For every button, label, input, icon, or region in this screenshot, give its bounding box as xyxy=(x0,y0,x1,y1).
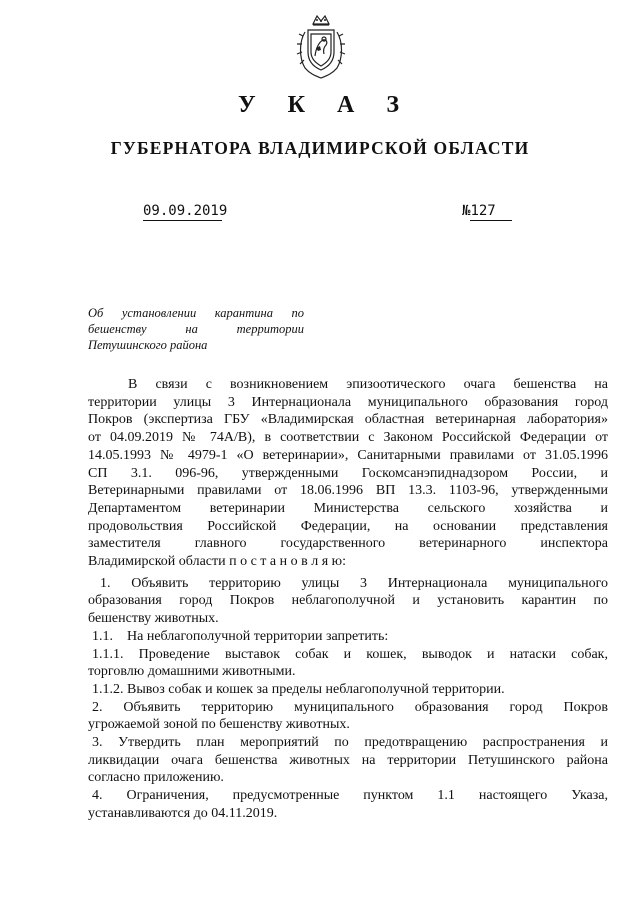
preamble-line: Ветеринарными правилами от 18.06.1996 ВП 13.3. 1103-96, утвержденными xyxy=(88,483,608,499)
number-value: 127 xyxy=(470,202,512,221)
item-line: устанавливаются до 04.11.2019. xyxy=(88,805,278,821)
item-line: бешенству животных. xyxy=(88,611,219,627)
item-line: 3. Утвердить план мероприятий по предотвращению распространения и xyxy=(92,735,608,751)
item-line: образования город Покров неблагополучной и установить карантин по xyxy=(88,593,608,609)
item-1-1-1 xyxy=(88,646,608,681)
preamble-line: Владимирской области п о с т а н о в л я ю: xyxy=(88,554,347,570)
preamble-line: от 04.09.2019 № 74А/В), в соответствии с Законом Российской Федерации от xyxy=(88,430,608,446)
item-line: 1. Объявить территорию улицы 3 Интернационала муниципального xyxy=(100,575,608,591)
preamble-line: Департаментом ветеринарии Министерства сельского хозяйства и xyxy=(88,500,608,516)
document-date: 09.09.2019 xyxy=(143,203,228,219)
document-title: У К А З xyxy=(237,92,412,118)
document-subject xyxy=(88,305,304,353)
number-prefix: № xyxy=(462,203,471,219)
item-line: торговлю домашними животными. xyxy=(88,664,296,680)
item-line: 1.1.2. Вывоз собак и кошек за пределы неблагополучной территории. xyxy=(92,681,505,697)
item-line: 4. Ограничения, предусмотренные пунктом 1.1 настоящего Указа, xyxy=(92,788,608,804)
subject-line: Об установлении карантина по xyxy=(88,306,304,320)
subject-line: бешенству на территории xyxy=(88,322,304,336)
item-2 xyxy=(88,699,608,734)
item-1-1 xyxy=(88,628,608,646)
item-line: согласно приложению. xyxy=(88,770,224,786)
item-line: ликвидации очага бешенства животных на территории Петушинского района xyxy=(88,752,608,768)
document-body xyxy=(88,376,608,823)
subject-line: Петушинского района xyxy=(88,338,208,352)
item-line: 2. Объявить территорию муниципального образования город Покров xyxy=(92,699,608,715)
document-subtitle: ГУБЕРНАТОРА ВЛАДИМИРСКОЙ ОБЛАСТИ xyxy=(110,138,530,158)
item-1 xyxy=(88,575,608,628)
item-3 xyxy=(88,734,608,787)
preamble-line: территории улицы 3 Интернационала муниципального образования город xyxy=(88,394,608,410)
item-line: 1.1. На неблагополучной территории запретить: xyxy=(92,628,389,644)
preamble-line: СП 3.1. 096-96, утвержденными Госкомсанэпиднадзором России, и xyxy=(88,465,608,481)
preamble-line: Покров (экспертиза ГБУ «Владимирская областная ветеринарная лаборатория» xyxy=(88,412,608,428)
preamble-line: 14.05.1993 № 4979-1 «О ветеринарии», Санитарными правилами от 31.05.1996 xyxy=(88,447,608,463)
preamble-line: В связи с возникновением эпизоотического очага бешенства на xyxy=(128,377,608,392)
preamble-line: заместителя главного государственного ветеринарного инспектора xyxy=(88,536,608,552)
item-4 xyxy=(88,787,608,822)
document-number xyxy=(462,202,512,221)
preamble-line: продовольствия Российской Федерации, на основании представления xyxy=(88,518,608,534)
preamble-paragraph xyxy=(88,376,608,571)
item-line: угрожаемой зоной по бешенству животных. xyxy=(88,717,350,733)
item-1-1-2 xyxy=(88,681,608,699)
item-line: 1.1.1. Проведение выставок собак и кошек, выводок и натаски собак, xyxy=(92,646,608,662)
coat-of-arms-emblem xyxy=(293,12,349,80)
